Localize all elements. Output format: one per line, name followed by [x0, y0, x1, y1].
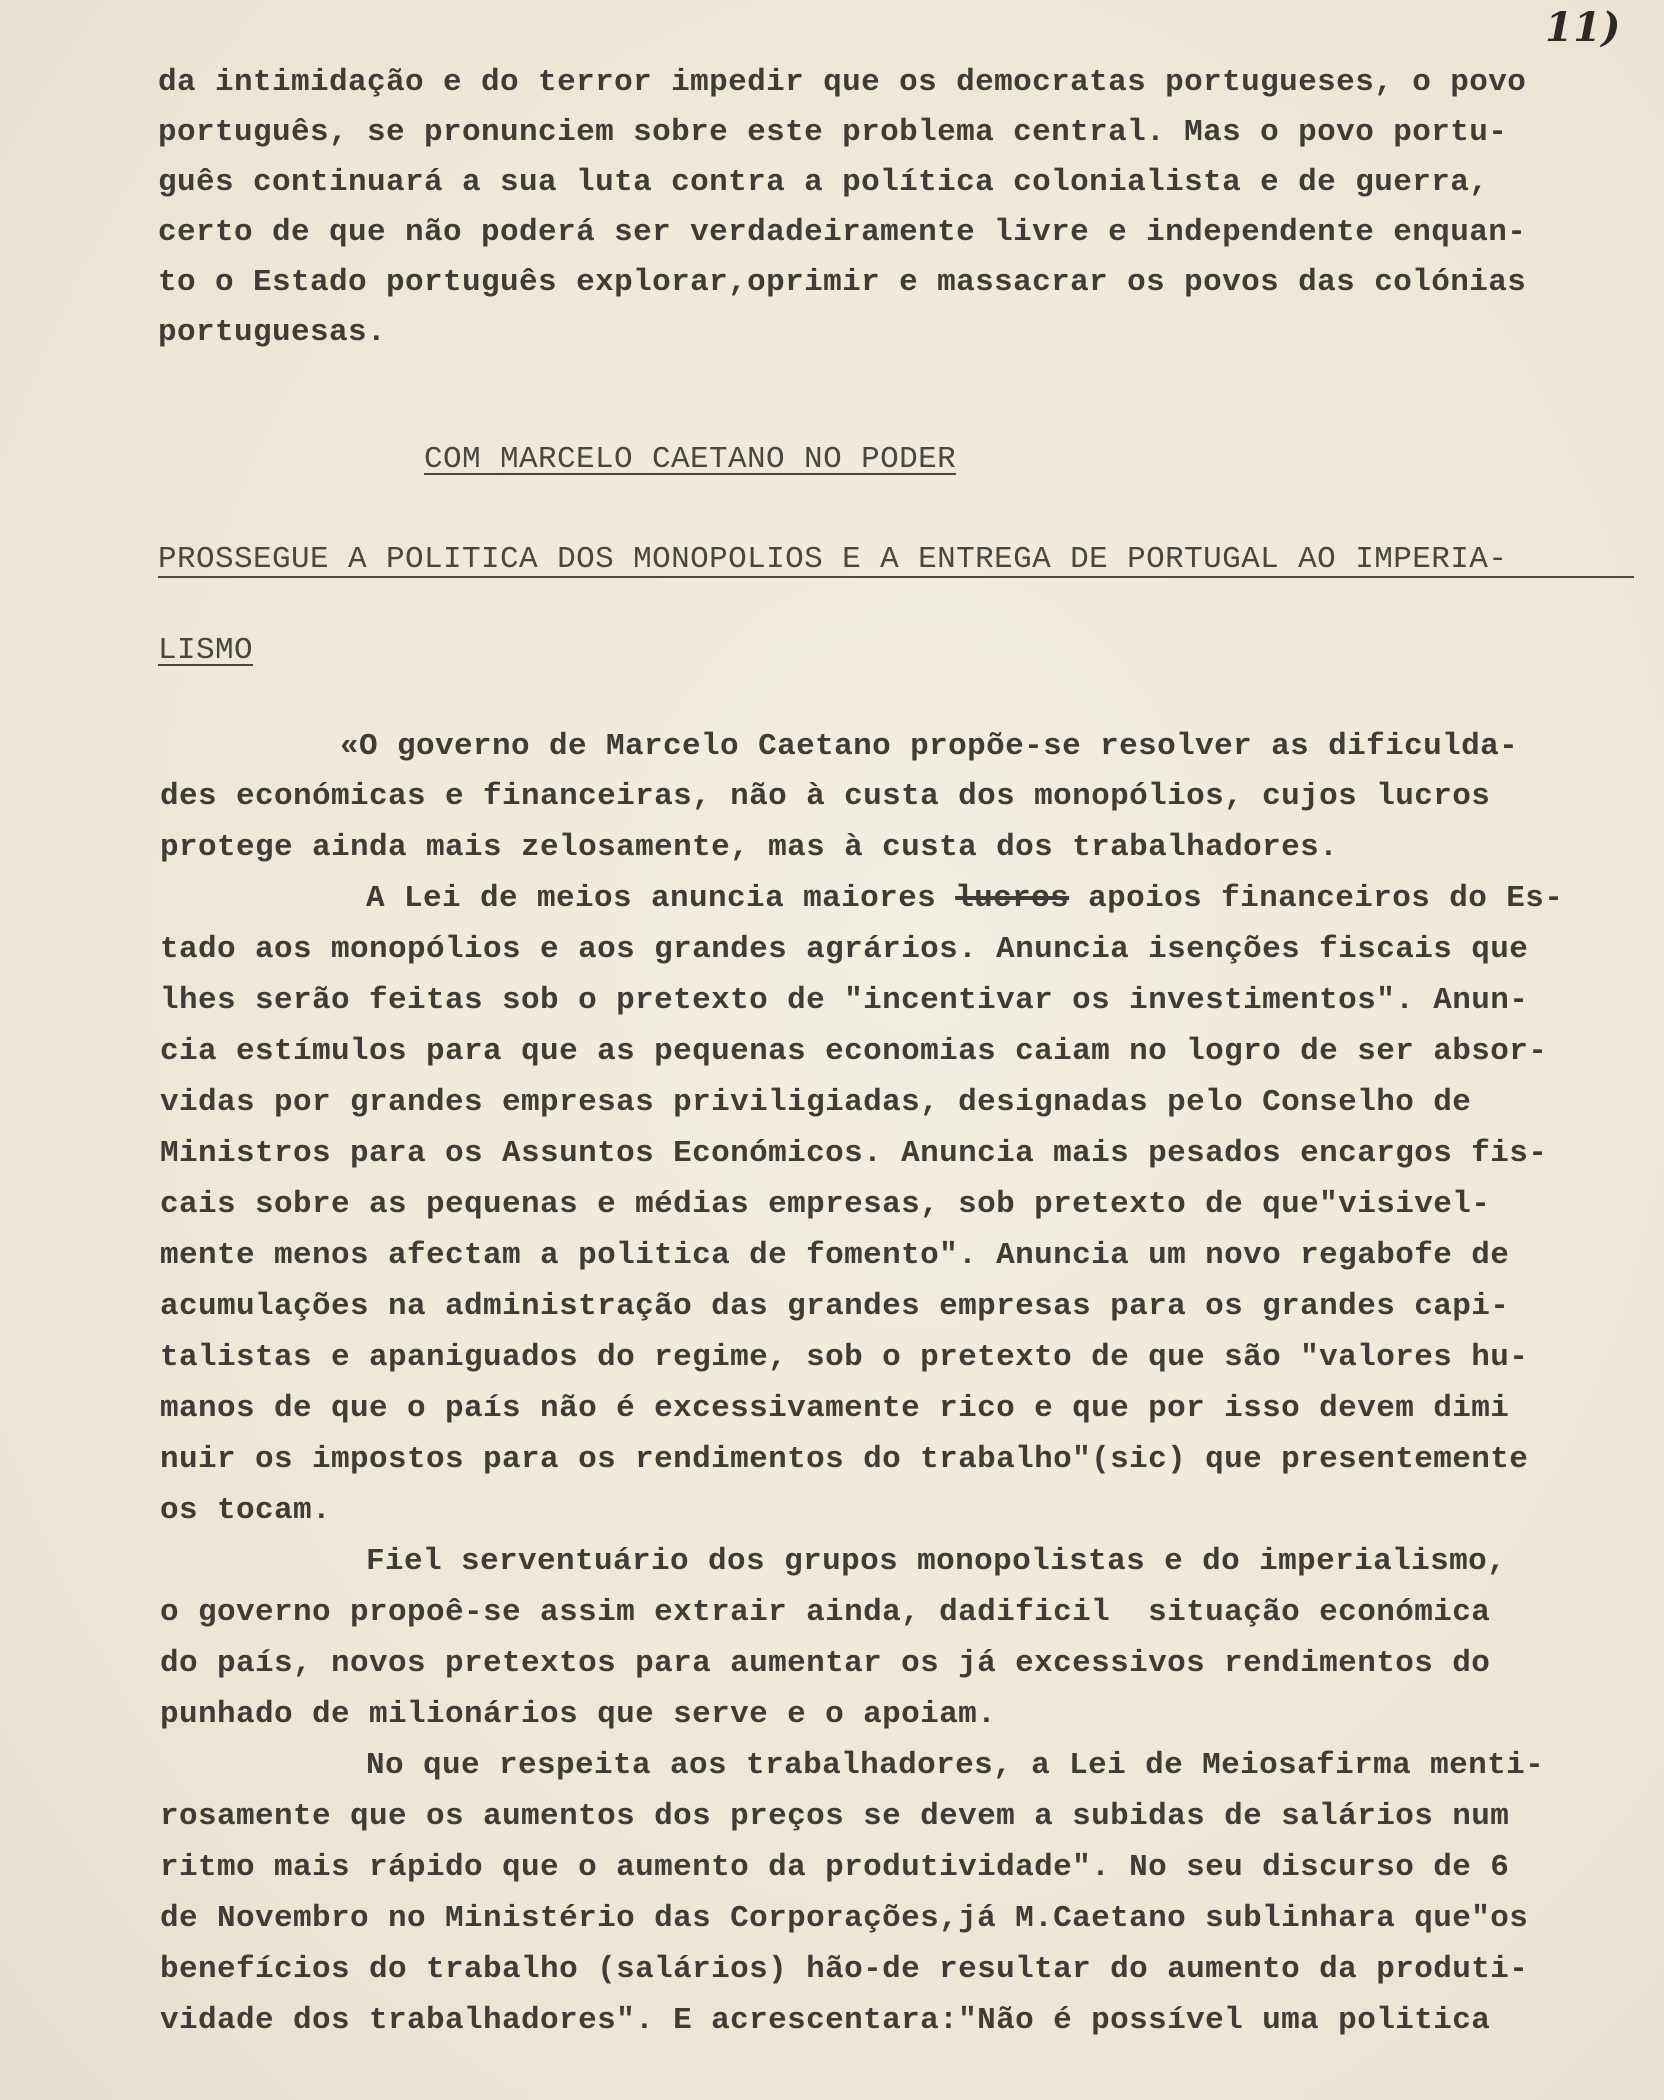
- body-line: manos de que o país não é excessivamente rico e que por isso devem dimi: [160, 1391, 1510, 1426]
- intro-line: da intimidação e do terror impedir que os democratas portugueses, o povo: [158, 65, 1527, 100]
- intro-line: português, se pronunciem sobre este problema central. Mas o povo portu-: [158, 115, 1508, 150]
- body-line-with-strike: [366, 880, 1563, 920]
- body-line-start: A Lei de meios anuncia maiores: [366, 881, 937, 916]
- title-underline: [158, 574, 1634, 578]
- body-line: rosamente que os aumentos dos preços se devem a subidas de salários num: [160, 1799, 1510, 1834]
- section-subtitle: COM MARCELO CAETANO NO PODER: [424, 442, 957, 477]
- body-line: nuir os impostos para os rendimentos do trabalho"(sic) que presentemente: [160, 1442, 1529, 1477]
- body-line: «O governo de Marcelo Caetano propõe-se resolver as dificulda-: [340, 729, 1519, 764]
- intro-line: certo de que não poderá ser verdadeiramente livre e independente enquan-: [158, 215, 1527, 250]
- body-line: cais sobre as pequenas e médias empresas, sob pretexto de que"visivel-: [160, 1187, 1491, 1222]
- body-line: punhado de milionários que serve e o apoiam.: [160, 1697, 997, 1732]
- body-line: acumulações na administração das grandes empresas para os grandes capi-: [160, 1289, 1510, 1324]
- body-line: lhes serão feitas sob o pretexto de "incentivar os investimentos". Anun-: [160, 983, 1529, 1018]
- body-line: ritmo mais rápido que o aumento da produtividade". No seu discurso de 6: [160, 1850, 1510, 1885]
- struck-word: lucros: [955, 881, 1070, 916]
- body-line: mente menos afectam a politica de fomento". Anuncia um novo regabofe de: [160, 1238, 1510, 1273]
- section-title-line1: PROSSEGUE A POLITICA DOS MONOPOLIOS E A ENTREGA DE PORTUGAL AO IMPERIA-: [158, 542, 1508, 577]
- body-line: protege ainda mais zelosamente, mas à custa dos trabalhadores.: [160, 830, 1339, 865]
- body-line: Fiel serventuário dos grupos monopolistas e do imperialismo,: [366, 1544, 1507, 1579]
- body-line: tado aos monopólios e aos grandes agrários. Anuncia isenções fiscais que: [160, 932, 1529, 967]
- intro-line: portuguesas.: [158, 315, 387, 350]
- body-line: o governo propoê-se assim extrair ainda, dadificil situação económica: [160, 1595, 1491, 1630]
- body-line-end: apoios financeiros do Es-: [1088, 881, 1564, 916]
- body-line: cia estímulos para que as pequenas economias caiam no logro de ser absor-: [160, 1034, 1548, 1069]
- body-line: benefícios do trabalho (salários) hão-de resultar do aumento da produti-: [160, 1952, 1529, 1987]
- body-line: talistas e apaniguados do regime, sob o pretexto de que são "valores hu-: [160, 1340, 1529, 1375]
- section-title-line2: LISMO: [158, 633, 254, 668]
- intro-line: to o Estado português explorar,oprimir e massacrar os povos das colónias: [158, 265, 1527, 300]
- body-line: vidade dos trabalhadores". E acrescentara:"Não é possível uma politica: [160, 2003, 1491, 2038]
- handwritten-page-number: 11): [1545, 4, 1621, 51]
- body-line: No que respeita aos trabalhadores, a Lei de Meiosafirma menti-: [366, 1748, 1545, 1783]
- body-line: de Novembro no Ministério das Corporações,já M.Caetano sublinhara que"os: [160, 1901, 1529, 1936]
- intro-line: guês continuará a sua luta contra a política colonialista e de guerra,: [158, 165, 1489, 200]
- body-line: des económicas e financeiras, não à custa dos monopólios, cujos lucros: [160, 779, 1491, 814]
- body-line: vidas por grandes empresas priviligiadas, designadas pelo Conselho de: [160, 1085, 1472, 1120]
- body-line: os tocam.: [160, 1493, 332, 1528]
- body-line: do país, novos pretextos para aumentar os já excessivos rendimentos do: [160, 1646, 1491, 1681]
- body-line: Ministros para os Assuntos Económicos. Anuncia mais pesados encargos fis-: [160, 1136, 1548, 1171]
